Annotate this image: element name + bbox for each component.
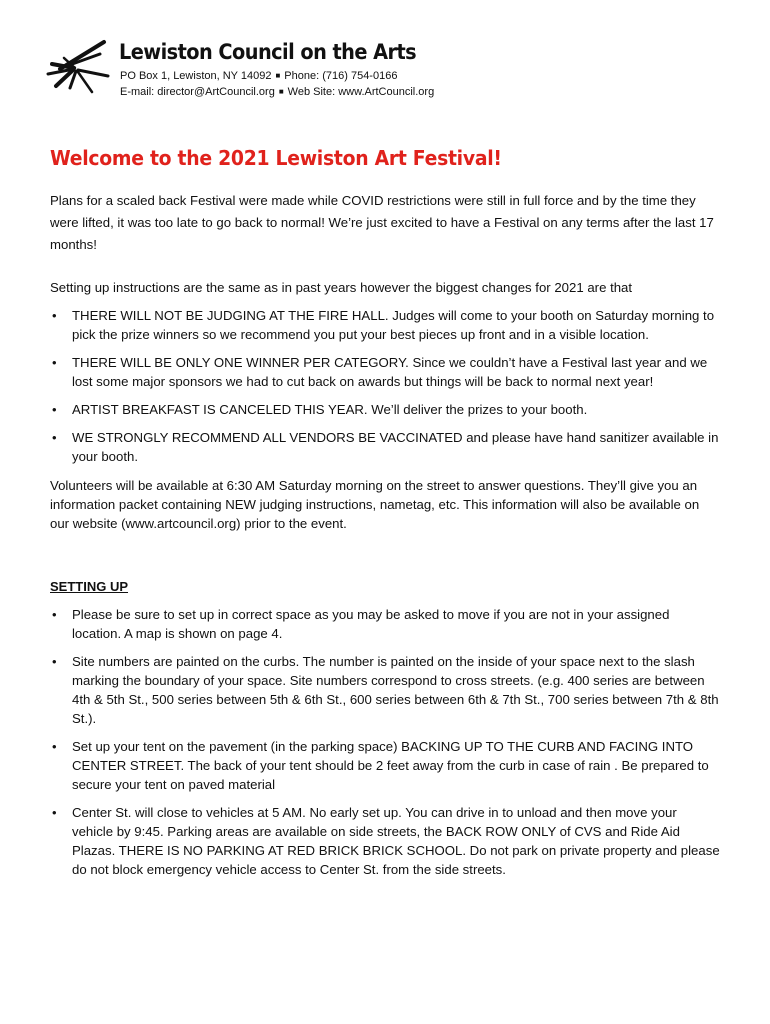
list-item: • Site numbers are painted on the curbs. The number is painted on the inside of your space next to the slash marking the boundary of your space. Site numbers correspond to cross streets. (e.g. 400 series are between 4th & 5th St., 500 series between 5th & 6th St., 600 series between 6th & 7th St., 700 series between 7th & 8th St.). — [50, 652, 720, 728]
org-name: Lewiston Council on the Arts — [119, 40, 417, 64]
list-item: • Please be sure to set up in correct space as you may be asked to move if you are not in your assigned location. A map is shown on page 4. — [50, 605, 720, 643]
letterhead — [44, 36, 744, 106]
list-item: • WE STRONGLY RECOMMEND ALL VENDORS BE VACCINATED and please have hand sanitizer available in your booth. — [50, 428, 720, 466]
volunteers-paragraph: Volunteers will be available at 6:30 AM Saturday morning on the street to answer questions. They’ll give you an information packet containing NEW judging instructions, nametag, etc. This information will also be available on our website (www.artcouncil.org) prior to the event. — [50, 478, 700, 531]
email: E-mail: director@ArtCouncil.org — [120, 86, 275, 98]
document-body — [50, 190, 720, 879]
separator-icon: ■ — [278, 87, 284, 96]
list-item: • Center St. will close to vehicles at 5 AM. No early set up. You can drive in to unload and then move your vehicle by 9:45. Parking areas are available on side streets, the BACK ROW ONLY of CVS and Ride Aid Plazas. THERE IS NO PARKING AT RED BRICK BRICK SCHOOL. Do not park on private property and please do not block emergency vehicle access to Center St. from the side streets. — [50, 803, 720, 879]
website: Web Site: www.ArtCouncil.org — [287, 86, 435, 98]
changes-list — [50, 306, 720, 466]
intro-paragraph: Plans for a scaled back Festival were made while COVID restrictions were still in full force and by the time they were lifted, it was too late to go back to normal! We’re just excited to have a Festival on any terms after the last 17 months! — [50, 193, 714, 252]
starburst-logo-icon — [44, 36, 114, 106]
contact-line-address — [120, 70, 397, 82]
setting-up-heading: SETTING UP — [50, 579, 129, 594]
list-item: • THERE WILL BE ONLY ONE WINNER PER CATEGORY. Since we couldn’t have a Festival last year and we lost some major sponsors we had to cut back on awards but things will be back to normal next year! — [50, 353, 720, 391]
welcome-title: Welcome to the 2021 Lewiston Art Festival! — [50, 146, 502, 170]
list-item: • THERE WILL NOT BE JUDGING AT THE FIRE HALL. Judges will come to your booth on Saturday morning to pick the prize winners so we recommend you put your best pieces up front and in a visible location. — [50, 306, 720, 344]
list-item: • Set up your tent on the pavement (in the parking space) BACKING UP TO THE CURB AND FACING INTO CENTER STREET. The back of your tent should be 2 feet away from the curb in case of rain . Be prepared to secure your tent on paved material — [50, 737, 720, 794]
address: PO Box 1, Lewiston, NY 14092 — [120, 70, 272, 82]
contact-line-web — [120, 86, 434, 98]
list-item: • ARTIST BREAKFAST IS CANCELED THIS YEAR. We’ll deliver the prizes to your booth. — [50, 400, 720, 419]
changes-intro: Setting up instructions are the same as in past years however the biggest changes for 2021 are that — [50, 280, 633, 295]
separator-icon: ■ — [275, 71, 281, 80]
phone: Phone: (716) 754-0166 — [284, 70, 398, 82]
setting-up-list — [50, 605, 720, 879]
